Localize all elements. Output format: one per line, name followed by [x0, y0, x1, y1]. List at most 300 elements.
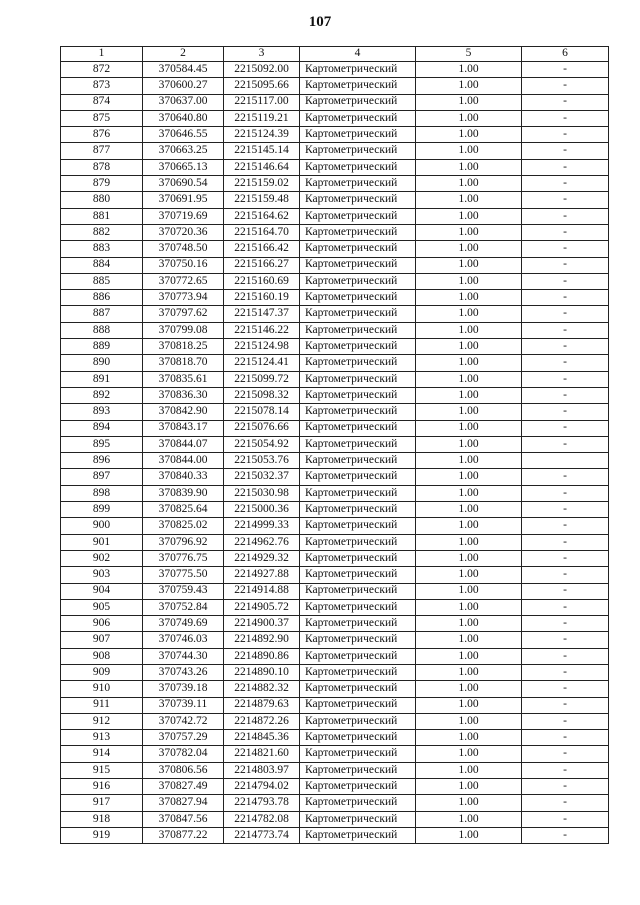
cell-x: 370584.45 — [143, 62, 224, 78]
table-row — [61, 632, 609, 648]
cell-description: - — [522, 469, 609, 485]
table-row — [61, 583, 609, 599]
cell-point-number: 913 — [61, 730, 143, 746]
cell-y: 2215145.14 — [224, 143, 300, 159]
table-row — [61, 420, 609, 436]
cell-point-number: 887 — [61, 306, 143, 322]
cell-description: - — [522, 779, 609, 795]
cell-y: 2215146.64 — [224, 159, 300, 175]
cell-point-number: 910 — [61, 681, 143, 697]
cell-method: Картометрический — [300, 599, 416, 615]
cell-point-number: 876 — [61, 127, 143, 143]
cell-y: 2214914.88 — [224, 583, 300, 599]
cell-description: - — [522, 208, 609, 224]
cell-accuracy: 1.00 — [416, 339, 522, 355]
cell-x: 370748.50 — [143, 241, 224, 257]
cell-point-number: 916 — [61, 779, 143, 795]
table-row — [61, 355, 609, 371]
cell-description: - — [522, 436, 609, 452]
cell-description: - — [522, 713, 609, 729]
cell-method: Картометрический — [300, 387, 416, 403]
cell-description: - — [522, 583, 609, 599]
cell-point-number: 873 — [61, 78, 143, 94]
cell-x: 370818.25 — [143, 339, 224, 355]
cell-point-number: 914 — [61, 746, 143, 762]
cell-point-number: 912 — [61, 713, 143, 729]
cell-y: 2214905.72 — [224, 599, 300, 615]
table-row — [61, 322, 609, 338]
cell-point-number: 872 — [61, 62, 143, 78]
cell-description: - — [522, 355, 609, 371]
cell-method: Картометрический — [300, 159, 416, 175]
cell-point-number: 886 — [61, 290, 143, 306]
cell-description: - — [522, 143, 609, 159]
table-row — [61, 697, 609, 713]
table-row — [61, 176, 609, 192]
cell-x: 370743.26 — [143, 664, 224, 680]
table-row — [61, 306, 609, 322]
cell-method: Картометрический — [300, 420, 416, 436]
cell-description: - — [522, 78, 609, 94]
table-row — [61, 404, 609, 420]
cell-description: - — [522, 632, 609, 648]
cell-y: 2215092.00 — [224, 62, 300, 78]
cell-y: 2215160.69 — [224, 273, 300, 289]
cell-method: Картометрический — [300, 127, 416, 143]
table-row — [61, 127, 609, 143]
cell-description: - — [522, 127, 609, 143]
cell-y: 2215159.48 — [224, 192, 300, 208]
table-row — [61, 143, 609, 159]
cell-method: Картометрический — [300, 648, 416, 664]
cell-method: Картометрический — [300, 632, 416, 648]
table-row — [61, 811, 609, 827]
cell-accuracy: 1.00 — [416, 534, 522, 550]
cell-point-number: 909 — [61, 664, 143, 680]
cell-x: 370637.00 — [143, 94, 224, 110]
cell-y: 2214821.60 — [224, 746, 300, 762]
cell-x: 370739.18 — [143, 681, 224, 697]
cell-method: Картометрический — [300, 827, 416, 843]
cell-accuracy: 1.00 — [416, 420, 522, 436]
cell-x: 370746.03 — [143, 632, 224, 648]
table-row — [61, 290, 609, 306]
cell-method: Картометрический — [300, 779, 416, 795]
cell-point-number: 879 — [61, 176, 143, 192]
table-row — [61, 224, 609, 240]
cell-point-number: 889 — [61, 339, 143, 355]
cell-point-number: 892 — [61, 387, 143, 403]
cell-description: - — [522, 827, 609, 843]
cell-x: 370750.16 — [143, 257, 224, 273]
cell-x: 370799.08 — [143, 322, 224, 338]
cell-y: 2214900.37 — [224, 616, 300, 632]
coordinates-table — [60, 46, 609, 844]
table-row — [61, 567, 609, 583]
cell-accuracy: 1.00 — [416, 762, 522, 778]
table-row — [61, 550, 609, 566]
cell-accuracy: 1.00 — [416, 322, 522, 338]
cell-point-number: 903 — [61, 567, 143, 583]
cell-x: 370835.61 — [143, 371, 224, 387]
cell-point-number: 917 — [61, 795, 143, 811]
cell-point-number: 891 — [61, 371, 143, 387]
table-body — [61, 62, 609, 844]
cell-x: 370840.33 — [143, 469, 224, 485]
cell-description: - — [522, 485, 609, 501]
cell-description: - — [522, 159, 609, 175]
table-row — [61, 746, 609, 762]
cell-x: 370844.00 — [143, 453, 224, 469]
table-row — [61, 110, 609, 126]
cell-point-number: 888 — [61, 322, 143, 338]
cell-point-number: 890 — [61, 355, 143, 371]
cell-x: 370600.27 — [143, 78, 224, 94]
cell-description: - — [522, 599, 609, 615]
cell-point-number: 904 — [61, 583, 143, 599]
cell-method: Картометрический — [300, 453, 416, 469]
cell-method: Картометрический — [300, 485, 416, 501]
cell-method: Картометрический — [300, 534, 416, 550]
cell-description: - — [522, 62, 609, 78]
table-row — [61, 94, 609, 110]
cell-description: - — [522, 110, 609, 126]
cell-description: - — [522, 322, 609, 338]
table-row — [61, 387, 609, 403]
table-row — [61, 762, 609, 778]
table-row — [61, 192, 609, 208]
cell-accuracy: 1.00 — [416, 795, 522, 811]
cell-method: Картометрический — [300, 616, 416, 632]
cell-y: 2215147.37 — [224, 306, 300, 322]
cell-accuracy: 1.00 — [416, 290, 522, 306]
header-row — [61, 47, 609, 62]
cell-y: 2214773.74 — [224, 827, 300, 843]
cell-point-number: 899 — [61, 502, 143, 518]
cell-accuracy: 1.00 — [416, 485, 522, 501]
cell-x: 370742.72 — [143, 713, 224, 729]
cell-point-number: 882 — [61, 224, 143, 240]
table-row — [61, 502, 609, 518]
cell-method: Картометрический — [300, 713, 416, 729]
cell-point-number: 900 — [61, 518, 143, 534]
cell-x: 370719.69 — [143, 208, 224, 224]
cell-x: 370836.30 — [143, 387, 224, 403]
cell-method: Картометрический — [300, 502, 416, 518]
cell-description: - — [522, 176, 609, 192]
cell-y: 2214927.88 — [224, 567, 300, 583]
cell-accuracy: 1.00 — [416, 257, 522, 273]
cell-point-number: 915 — [61, 762, 143, 778]
cell-accuracy: 1.00 — [416, 811, 522, 827]
cell-description — [522, 453, 609, 469]
cell-accuracy: 1.00 — [416, 746, 522, 762]
cell-accuracy: 1.00 — [416, 583, 522, 599]
cell-description: - — [522, 290, 609, 306]
cell-y: 2215146.22 — [224, 322, 300, 338]
cell-x: 370752.84 — [143, 599, 224, 615]
cell-method: Картометрический — [300, 404, 416, 420]
cell-description: - — [522, 697, 609, 713]
cell-accuracy: 1.00 — [416, 453, 522, 469]
cell-point-number: 906 — [61, 616, 143, 632]
cell-y: 2214929.32 — [224, 550, 300, 566]
cell-description: - — [522, 518, 609, 534]
table-row — [61, 257, 609, 273]
cell-y: 2214882.32 — [224, 681, 300, 697]
cell-point-number: 885 — [61, 273, 143, 289]
cell-description: - — [522, 257, 609, 273]
cell-point-number: 896 — [61, 453, 143, 469]
cell-y: 2214999.33 — [224, 518, 300, 534]
cell-method: Картометрический — [300, 697, 416, 713]
cell-description: - — [522, 306, 609, 322]
cell-accuracy: 1.00 — [416, 664, 522, 680]
column-header-x: 2 — [143, 47, 224, 62]
cell-x: 370720.36 — [143, 224, 224, 240]
cell-description: - — [522, 94, 609, 110]
cell-x: 370646.55 — [143, 127, 224, 143]
cell-accuracy: 1.00 — [416, 616, 522, 632]
cell-method: Картометрический — [300, 355, 416, 371]
table-header — [61, 47, 609, 62]
table-row — [61, 453, 609, 469]
cell-accuracy: 1.00 — [416, 469, 522, 485]
cell-accuracy: 1.00 — [416, 62, 522, 78]
table-row — [61, 371, 609, 387]
cell-description: - — [522, 762, 609, 778]
cell-y: 2214794.02 — [224, 779, 300, 795]
cell-accuracy: 1.00 — [416, 779, 522, 795]
cell-y: 2215124.41 — [224, 355, 300, 371]
cell-method: Картометрический — [300, 110, 416, 126]
cell-x: 370775.50 — [143, 567, 224, 583]
cell-y: 2215119.21 — [224, 110, 300, 126]
cell-x: 370839.90 — [143, 485, 224, 501]
cell-point-number: 907 — [61, 632, 143, 648]
cell-accuracy: 1.00 — [416, 273, 522, 289]
cell-accuracy: 1.00 — [416, 192, 522, 208]
cell-point-number: 883 — [61, 241, 143, 257]
cell-point-number: 905 — [61, 599, 143, 615]
cell-x: 370782.04 — [143, 746, 224, 762]
cell-y: 2215164.62 — [224, 208, 300, 224]
table-row — [61, 664, 609, 680]
cell-method: Картометрический — [300, 241, 416, 257]
cell-y: 2214890.10 — [224, 664, 300, 680]
cell-method: Картометрический — [300, 62, 416, 78]
table-row — [61, 339, 609, 355]
cell-x: 370776.75 — [143, 550, 224, 566]
cell-description: - — [522, 795, 609, 811]
table-row — [61, 648, 609, 664]
cell-description: - — [522, 811, 609, 827]
table-row — [61, 827, 609, 843]
cell-accuracy: 1.00 — [416, 371, 522, 387]
cell-accuracy: 1.00 — [416, 730, 522, 746]
cell-y: 2215098.32 — [224, 387, 300, 403]
cell-y: 2215166.42 — [224, 241, 300, 257]
cell-method: Картометрический — [300, 78, 416, 94]
cell-point-number: 894 — [61, 420, 143, 436]
cell-method: Картометрический — [300, 730, 416, 746]
cell-y: 2215030.98 — [224, 485, 300, 501]
cell-y: 2215053.76 — [224, 453, 300, 469]
cell-y: 2214879.63 — [224, 697, 300, 713]
table-row — [61, 616, 609, 632]
column-header-accuracy: 5 — [416, 47, 522, 62]
cell-point-number: 895 — [61, 436, 143, 452]
cell-y: 2214890.86 — [224, 648, 300, 664]
cell-point-number: 901 — [61, 534, 143, 550]
cell-point-number: 875 — [61, 110, 143, 126]
cell-accuracy: 1.00 — [416, 78, 522, 94]
table-row — [61, 469, 609, 485]
cell-x: 370847.56 — [143, 811, 224, 827]
table-row — [61, 208, 609, 224]
cell-y: 2214793.78 — [224, 795, 300, 811]
cell-accuracy: 1.00 — [416, 94, 522, 110]
cell-accuracy: 1.00 — [416, 436, 522, 452]
table-row — [61, 779, 609, 795]
cell-x: 370690.54 — [143, 176, 224, 192]
table-row — [61, 681, 609, 697]
cell-description: - — [522, 616, 609, 632]
table-row — [61, 730, 609, 746]
column-header-point-number: 1 — [61, 47, 143, 62]
cell-accuracy: 1.00 — [416, 567, 522, 583]
column-header-method: 4 — [300, 47, 416, 62]
cell-method: Картометрический — [300, 371, 416, 387]
table-row — [61, 78, 609, 94]
cell-point-number: 911 — [61, 697, 143, 713]
cell-y: 2215099.72 — [224, 371, 300, 387]
cell-accuracy: 1.00 — [416, 355, 522, 371]
cell-accuracy: 1.00 — [416, 827, 522, 843]
cell-y: 2214872.26 — [224, 713, 300, 729]
cell-x: 370640.80 — [143, 110, 224, 126]
cell-point-number: 877 — [61, 143, 143, 159]
cell-method: Картометрический — [300, 469, 416, 485]
cell-method: Картометрический — [300, 746, 416, 762]
cell-method: Картометрический — [300, 273, 416, 289]
cell-description: - — [522, 224, 609, 240]
cell-x: 370825.02 — [143, 518, 224, 534]
cell-method: Картометрический — [300, 518, 416, 534]
cell-x: 370691.95 — [143, 192, 224, 208]
cell-accuracy: 1.00 — [416, 599, 522, 615]
cell-x: 370759.43 — [143, 583, 224, 599]
cell-y: 2215095.66 — [224, 78, 300, 94]
cell-method: Картометрический — [300, 257, 416, 273]
cell-description: - — [522, 371, 609, 387]
table-row — [61, 62, 609, 78]
cell-x: 370797.62 — [143, 306, 224, 322]
column-header-y: 3 — [224, 47, 300, 62]
cell-accuracy: 1.00 — [416, 518, 522, 534]
cell-x: 370877.22 — [143, 827, 224, 843]
cell-accuracy: 1.00 — [416, 306, 522, 322]
table-row — [61, 485, 609, 501]
cell-method: Картометрический — [300, 306, 416, 322]
cell-x: 370665.13 — [143, 159, 224, 175]
table-row — [61, 159, 609, 175]
cell-point-number: 881 — [61, 208, 143, 224]
cell-y: 2215160.19 — [224, 290, 300, 306]
cell-y: 2214782.08 — [224, 811, 300, 827]
cell-x: 370757.29 — [143, 730, 224, 746]
cell-y: 2214962.76 — [224, 534, 300, 550]
cell-method: Картометрический — [300, 176, 416, 192]
table-row — [61, 518, 609, 534]
cell-y: 2214803.97 — [224, 762, 300, 778]
cell-description: - — [522, 339, 609, 355]
cell-description: - — [522, 404, 609, 420]
cell-x: 370806.56 — [143, 762, 224, 778]
cell-accuracy: 1.00 — [416, 550, 522, 566]
cell-description: - — [522, 534, 609, 550]
cell-accuracy: 1.00 — [416, 404, 522, 420]
cell-method: Картометрический — [300, 583, 416, 599]
cell-point-number: 902 — [61, 550, 143, 566]
cell-y: 2215032.37 — [224, 469, 300, 485]
cell-x: 370739.11 — [143, 697, 224, 713]
cell-accuracy: 1.00 — [416, 159, 522, 175]
cell-method: Картометрический — [300, 192, 416, 208]
cell-method: Картометрический — [300, 762, 416, 778]
cell-point-number: 878 — [61, 159, 143, 175]
cell-description: - — [522, 681, 609, 697]
cell-description: - — [522, 387, 609, 403]
cell-point-number: 884 — [61, 257, 143, 273]
cell-description: - — [522, 664, 609, 680]
cell-point-number: 898 — [61, 485, 143, 501]
cell-point-number: 918 — [61, 811, 143, 827]
cell-description: - — [522, 241, 609, 257]
cell-method: Картометрический — [300, 208, 416, 224]
cell-description: - — [522, 746, 609, 762]
cell-point-number: 908 — [61, 648, 143, 664]
cell-method: Картометрический — [300, 143, 416, 159]
table-row — [61, 795, 609, 811]
cell-y: 2214892.90 — [224, 632, 300, 648]
cell-method: Картометрический — [300, 290, 416, 306]
cell-method: Картометрический — [300, 795, 416, 811]
table-row — [61, 436, 609, 452]
cell-x: 370827.94 — [143, 795, 224, 811]
cell-accuracy: 1.00 — [416, 697, 522, 713]
cell-x: 370842.90 — [143, 404, 224, 420]
cell-x: 370844.07 — [143, 436, 224, 452]
table-row — [61, 599, 609, 615]
cell-y: 2215054.92 — [224, 436, 300, 452]
cell-method: Картометрический — [300, 664, 416, 680]
cell-x: 370843.17 — [143, 420, 224, 436]
cell-description: - — [522, 550, 609, 566]
cell-y: 2215124.39 — [224, 127, 300, 143]
cell-description: - — [522, 192, 609, 208]
cell-method: Картометрический — [300, 681, 416, 697]
cell-accuracy: 1.00 — [416, 632, 522, 648]
table-row — [61, 273, 609, 289]
cell-y: 2215159.02 — [224, 176, 300, 192]
cell-method: Картометрический — [300, 339, 416, 355]
cell-accuracy: 1.00 — [416, 143, 522, 159]
cell-accuracy: 1.00 — [416, 648, 522, 664]
cell-y: 2215000.36 — [224, 502, 300, 518]
cell-accuracy: 1.00 — [416, 127, 522, 143]
cell-accuracy: 1.00 — [416, 224, 522, 240]
